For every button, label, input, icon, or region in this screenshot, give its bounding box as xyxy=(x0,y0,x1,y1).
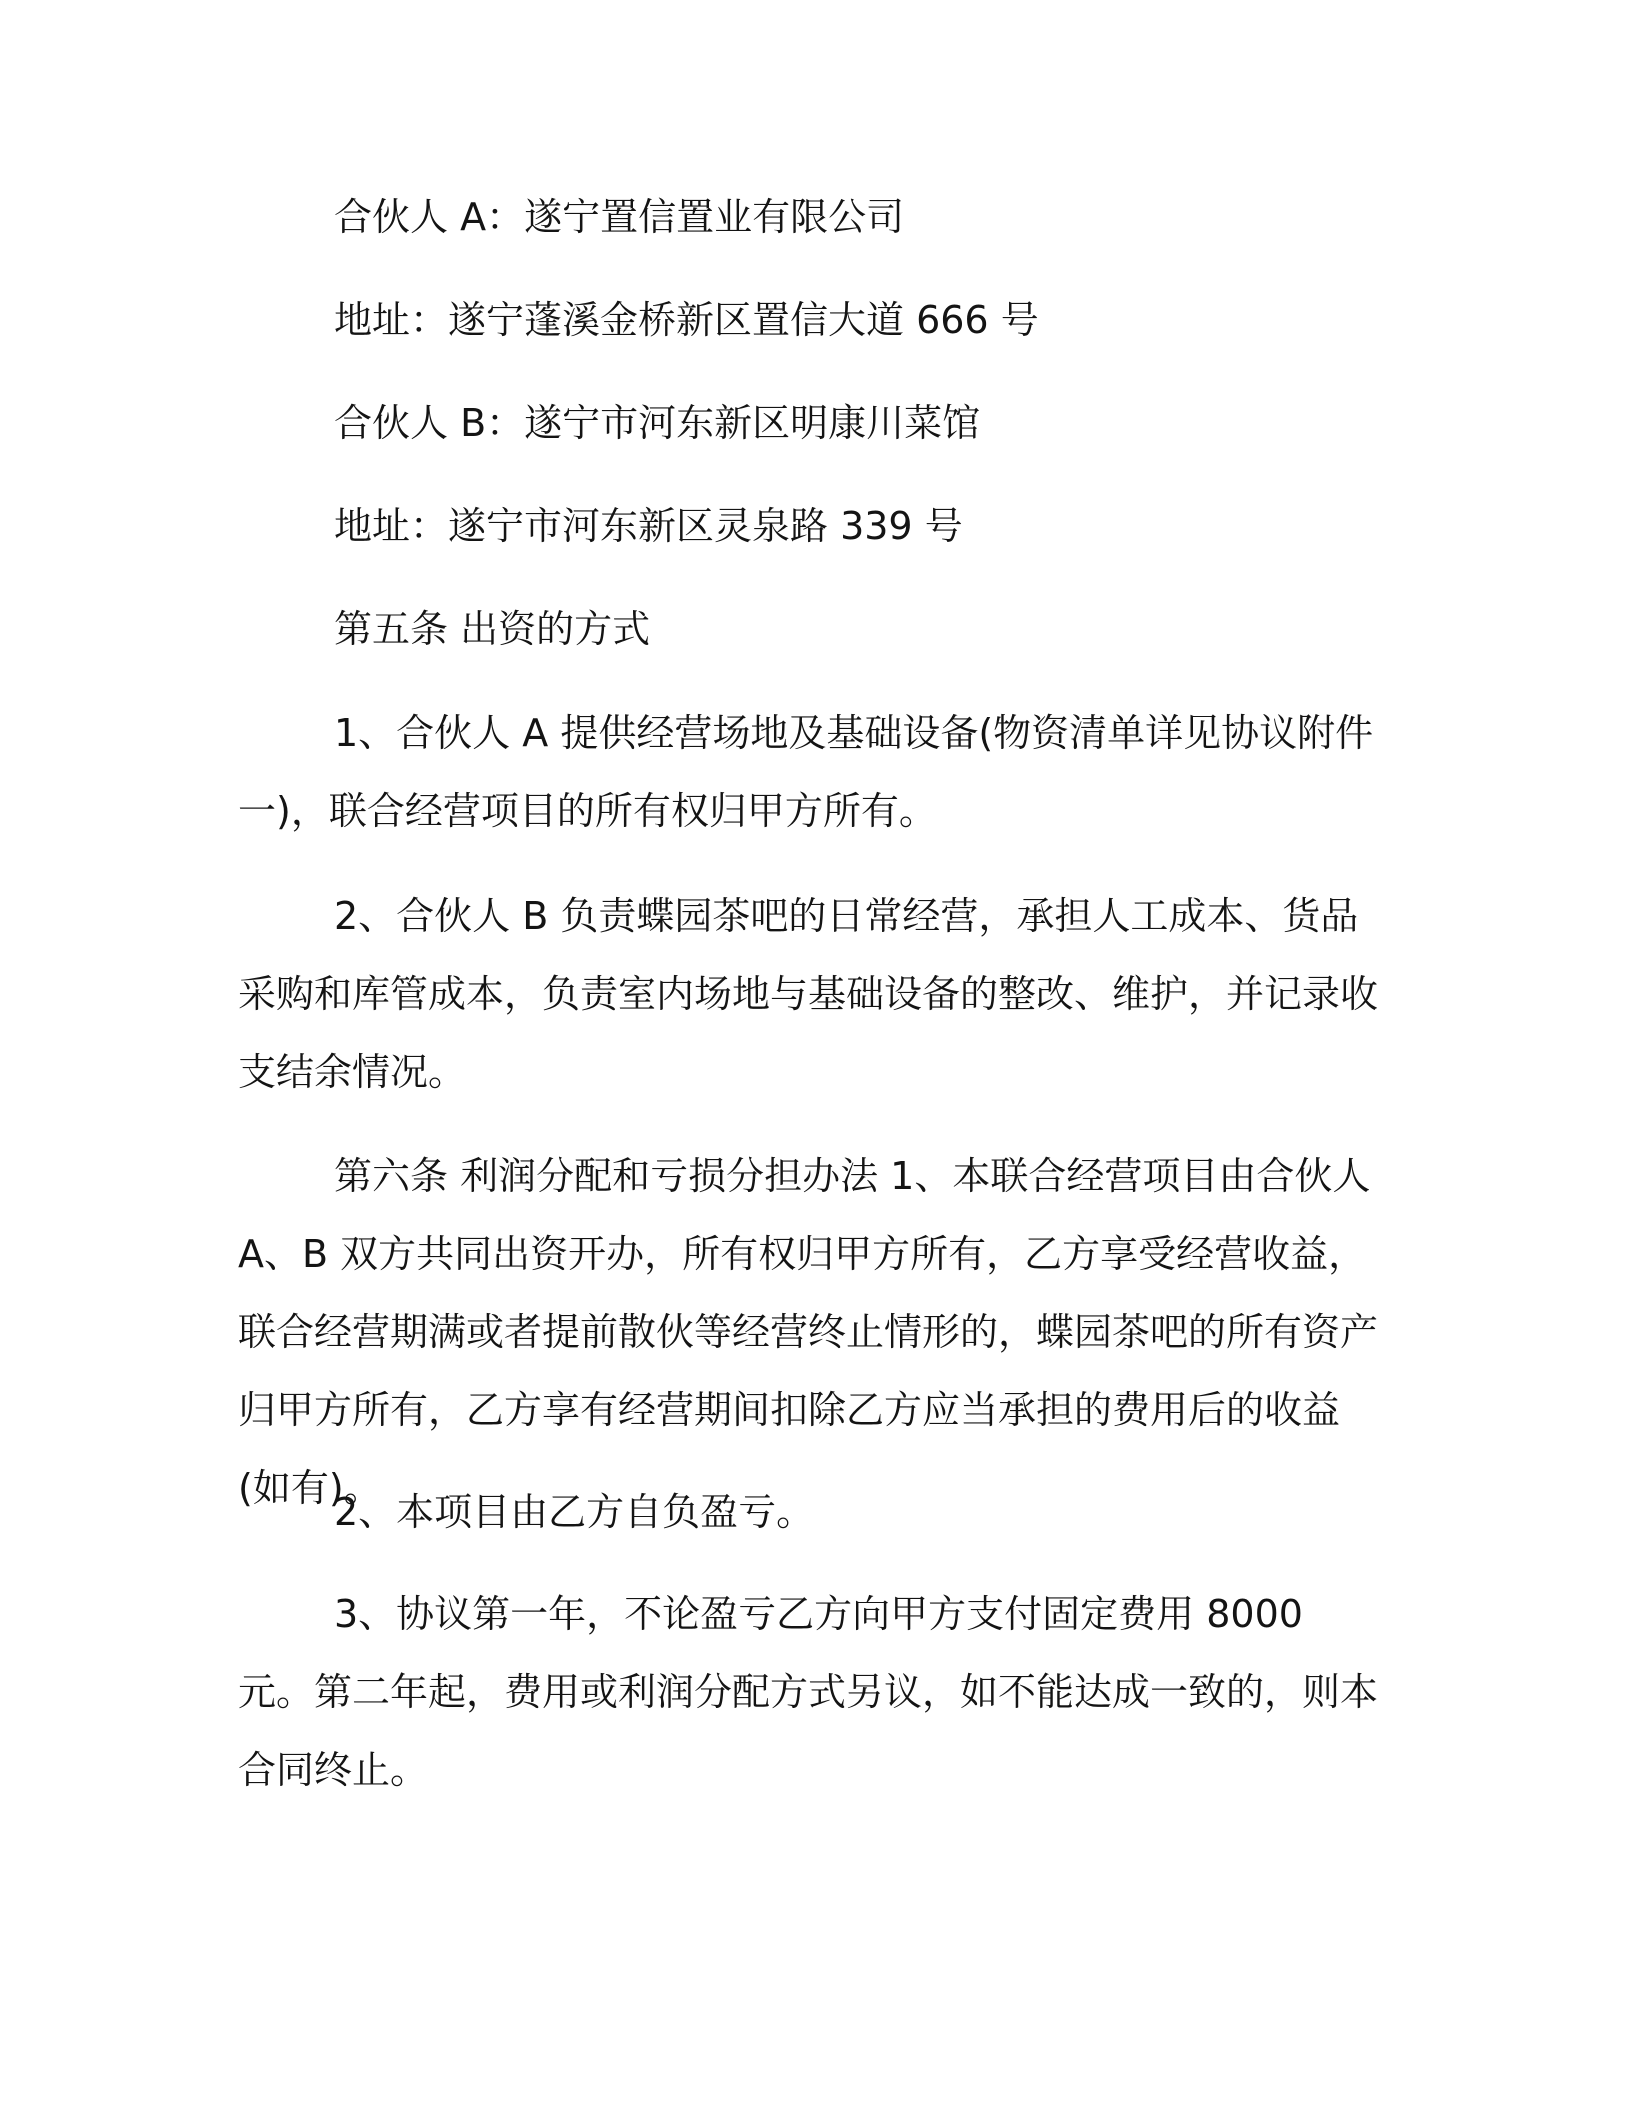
article5-item2-paragraph: 2、合伙人 B 负责蝶园茶吧的日常经营，承担人工成本、货品采购和库管成本，负责室内场地与基础设备的整改、维护，并记录收支结余情况。 xyxy=(238,894,1379,1094)
partner-b-address-line: 地址：遂宁市河东新区灵泉路 339 号 xyxy=(334,504,963,548)
partner-a-line: 合伙人 A：遂宁置信置业有限公司 xyxy=(334,195,905,239)
article5-item1-paragraph: 1、合伙人 A 提供经营场地及基础设备(物资清单详见协议附件一)，联合经营项目的所有权归甲方所有。 xyxy=(238,711,1374,833)
article6-item3-paragraph: 3、协议第一年，不论盈亏乙方向甲方支付固定费用 8000 元。第二年起，费用或利润分配方式另议，如不能达成一致的，则本合同终止。 xyxy=(238,1592,1379,1792)
partner-a-address-line: 地址：遂宁蓬溪金桥新区置信大道 666 号 xyxy=(334,298,1039,342)
partner-b-line: 合伙人 B：遂宁市河东新区明康川菜馆 xyxy=(334,401,981,445)
article6-item1-paragraph: 第六条 利润分配和亏损分担办法 1、本联合经营项目由合伙人 A、B 双方共同出资开办，所有权归甲方所有，乙方享受经营收益，联合经营期满或者提前散伙等经营终止情形的，蝶园茶吧的所有资产归甲方所有，乙方享有经营期间扣除乙方应当承担的费用后的收益(如有)。 xyxy=(238,1154,1383,1510)
article5-title: 第五条 出资的方式 xyxy=(334,607,651,651)
article6-item2-paragraph: 2、本项目由乙方自负盈亏。 xyxy=(334,1490,815,1534)
